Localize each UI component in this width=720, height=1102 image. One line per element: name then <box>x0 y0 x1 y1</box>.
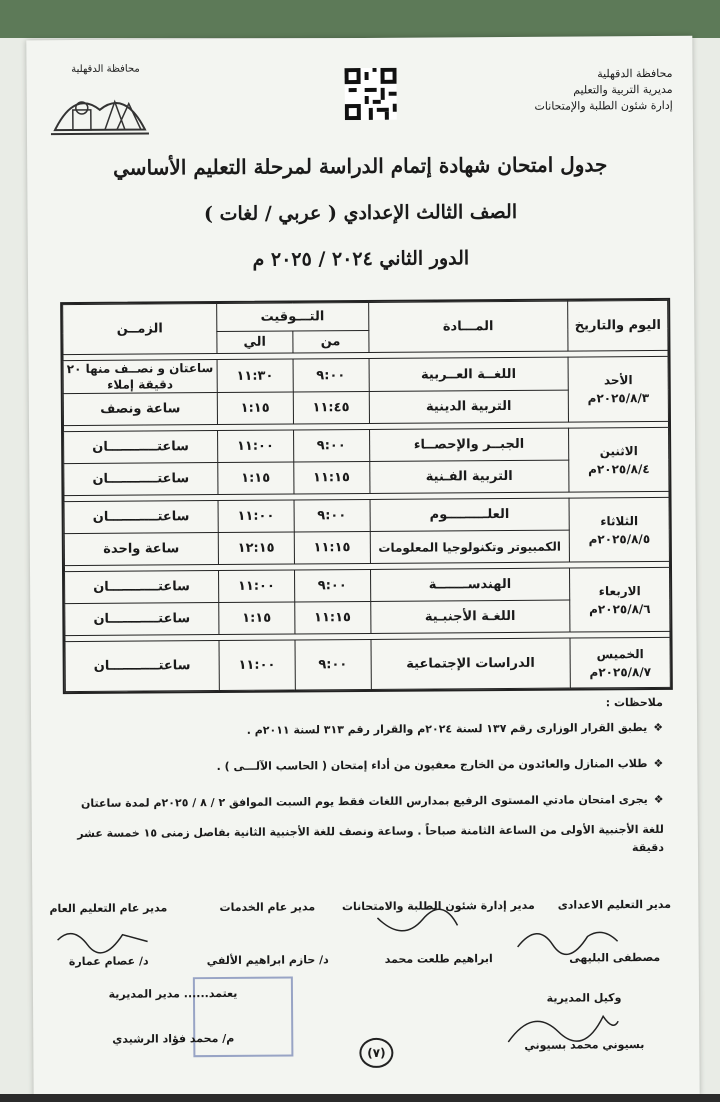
header-line-administration: إدارة شئون الطلبة والإمتحانات <box>534 98 673 113</box>
duration-cell: ساعة ونصف <box>63 393 217 426</box>
notes-section <box>63 696 664 879</box>
day-name: الثلاثاء <box>600 513 639 528</box>
header-duration: الزمــن <box>63 304 217 355</box>
bullet-icon: ❖ <box>653 720 664 734</box>
from-cell: ٩:٠٠ <box>294 499 370 532</box>
signature-name: د/ حازم ابراهيم الألفي <box>206 953 329 968</box>
schedule-table <box>60 298 673 694</box>
table-row <box>65 637 670 691</box>
subject-cell: العلـــــــــوم <box>370 498 570 531</box>
to-cell: ١١:٠٠ <box>218 500 294 533</box>
document-title: جدول امتحان شهادة إتمام الدراسة لمرحلة التعليم الأساسي <box>113 152 608 180</box>
day-name: الخميس <box>596 646 644 661</box>
signature-name: د/ عصام عمارة <box>68 954 149 969</box>
deputy-title: وكيل المديرية <box>546 991 622 1005</box>
table-row <box>65 567 670 603</box>
duration-cell: ساعتـــــــــــان <box>64 501 218 534</box>
to-cell: ١١:٠٠ <box>217 430 293 463</box>
qr-code-icon <box>345 68 397 120</box>
header-to: الي <box>217 331 293 354</box>
to-cell: ١١:٣٠ <box>217 359 293 393</box>
notes-heading: ملاحظات : <box>605 695 663 710</box>
from-cell: ١١:١٥ <box>293 461 369 494</box>
note-item-continuation <box>64 821 664 861</box>
photo-bottom-background <box>0 1094 720 1102</box>
header-timing: التـــوقيت <box>216 302 368 331</box>
day-name: الاربعاء <box>598 583 641 598</box>
directorate-header <box>513 66 673 115</box>
note-item <box>64 791 664 813</box>
note-item <box>63 755 663 777</box>
duration-cell: ساعتـــــــــــان <box>65 603 219 636</box>
day-cell <box>570 637 670 688</box>
duration-cell: ساعتان و نصــف منها ٢٠ دقيقة إملاء <box>63 360 217 394</box>
from-cell: ٩:٠٠ <box>295 639 371 690</box>
duration-cell: ساعتـــــــــــان <box>64 431 218 464</box>
subject-cell: الهندســـــــة <box>370 568 570 601</box>
session-title: الدور الثاني ٢٠٢٤ / ٢٠٢٥ م <box>252 247 470 271</box>
signature-scribble-icon <box>512 916 622 957</box>
note-text: للغة الأجنبية الأولى من الساعة الثامنة صباحاً . وساعة ونصف للغة الأجنبية الثانية بفاصل زمنى ١٥ خمسة عشر دقيقة <box>77 822 665 855</box>
from-cell: ١١:٤٥ <box>293 391 369 424</box>
to-cell: ١١:٠٠ <box>218 570 294 603</box>
note-text: يجرى امتحان مادتي المستوى الرفيع بمدارس اللغات فقط يوم السبت الموافق ٢ / ٨ / ٢٠٢٥م لمدة ساعتان <box>80 793 648 810</box>
subject-cell: الجبــر والإحصــاء <box>369 428 569 461</box>
governorate-logo <box>40 63 161 144</box>
note-item <box>63 719 663 741</box>
deputy-name: بسيوني محمد بسيوني <box>524 1038 645 1052</box>
signature-block <box>192 900 342 967</box>
note-text: يطبق القرار الوزارى رقم ١٣٧ لسنة ٢٠٢٤م والقرار رقم ٣١٣ لسنة ٢٠١١م . <box>246 721 648 737</box>
signature-name: ابراهيم طلعت محمد <box>384 952 493 966</box>
day-cell <box>568 356 668 422</box>
subject-cell: الكمبيوتر وتكنولوجيا المعلومات <box>370 530 570 563</box>
signature-scribble-icon <box>372 907 462 948</box>
duration-cell: ساعة واحدة <box>64 533 218 566</box>
signature-scribble-icon <box>52 919 152 960</box>
day-cell <box>569 497 669 562</box>
subject-cell: اللغــة العــربية <box>369 357 569 391</box>
table-row <box>64 427 669 463</box>
subject-cell: اللغـة الأجنبـية <box>370 600 570 633</box>
table-row <box>64 497 669 533</box>
signature-title: مدير إدارة شئون الطلبة والامتحانات <box>341 898 535 914</box>
from-cell: ٩:٠٠ <box>294 569 370 602</box>
to-cell: ١:١٥ <box>219 602 295 635</box>
subject-cell: التربية الدينية <box>369 390 569 423</box>
signature-scribble-icon <box>503 1001 623 1052</box>
header-subject: المـــادة <box>368 301 568 352</box>
duration-cell: ساعتـــــــــــان <box>64 463 218 496</box>
to-cell: ١٢:١٥ <box>218 532 294 565</box>
bullet-icon: ❖ <box>653 756 664 770</box>
day-date: ٢٠٢٥/٨/٦م <box>589 601 651 616</box>
from-cell: ٩:٠٠ <box>293 358 369 392</box>
from-cell: ١١:١٥ <box>294 601 370 634</box>
director-title: يعتمد...... مدير المديرية <box>108 986 238 1001</box>
logo-emblem-icon <box>45 79 155 142</box>
day-date: ٢٠٢٥/٨/٣م <box>587 390 650 406</box>
signature-title: مدير عام الخدمات <box>219 900 316 915</box>
day-date: ٢٠٢٥/٨/٧م <box>589 664 652 679</box>
duration-cell: ساعتـــــــــــان <box>65 571 219 604</box>
day-name: الاثنين <box>599 443 638 458</box>
subject-cell: الدراسات الإجتماعية <box>371 638 571 689</box>
director-name: م/ محمد فؤاد الرشيدي <box>112 1031 235 1046</box>
from-cell: ٩:٠٠ <box>293 429 369 462</box>
to-cell: ١:١٥ <box>217 392 293 425</box>
day-name: الأحد <box>603 373 633 388</box>
day-cell <box>570 567 670 632</box>
from-cell: ١١:١٥ <box>294 531 370 564</box>
to-cell: ١:١٥ <box>218 462 294 495</box>
signature-title: مدير عام التعليم العام <box>49 901 168 916</box>
header-line-directorate: مديرية التربية والتعليم <box>573 82 673 97</box>
note-text: طلاب المنازل والعائدون من الخارج معفيون من أداء إمتحان ( الحاسب الآلـــى ) . <box>216 757 648 774</box>
bullet-icon: ❖ <box>653 792 664 806</box>
day-date: ٢٠٢٥/٨/٤م <box>588 461 650 476</box>
header-day: اليوم والتاريخ <box>568 300 668 351</box>
subject-cell: التربية الفـنية <box>369 460 569 493</box>
grade-title: الصف الثالث الإعدادي ( عربي / لغات ) <box>203 200 518 226</box>
signature-title: مدير التعليم الاعدادى <box>557 897 672 912</box>
logo-label: محافظة الدقهلية <box>71 63 140 76</box>
duration-cell: ساعتـــــــــــان <box>65 641 219 692</box>
exam-schedule-document <box>26 36 699 1101</box>
day-date: ٢٠٢٥/٨/٥م <box>588 531 651 546</box>
to-cell: ١١:٠٠ <box>219 640 295 691</box>
page-number: (٧) <box>359 1038 393 1068</box>
signature-name: مصطفى البليهى <box>569 950 661 965</box>
photo-top-background <box>0 0 720 38</box>
header-line-governorate: محافظة الدقهلية <box>597 66 673 81</box>
header-from: من <box>293 330 369 353</box>
table-row <box>63 356 668 393</box>
director-signature <box>73 987 273 1046</box>
day-cell <box>569 427 669 492</box>
